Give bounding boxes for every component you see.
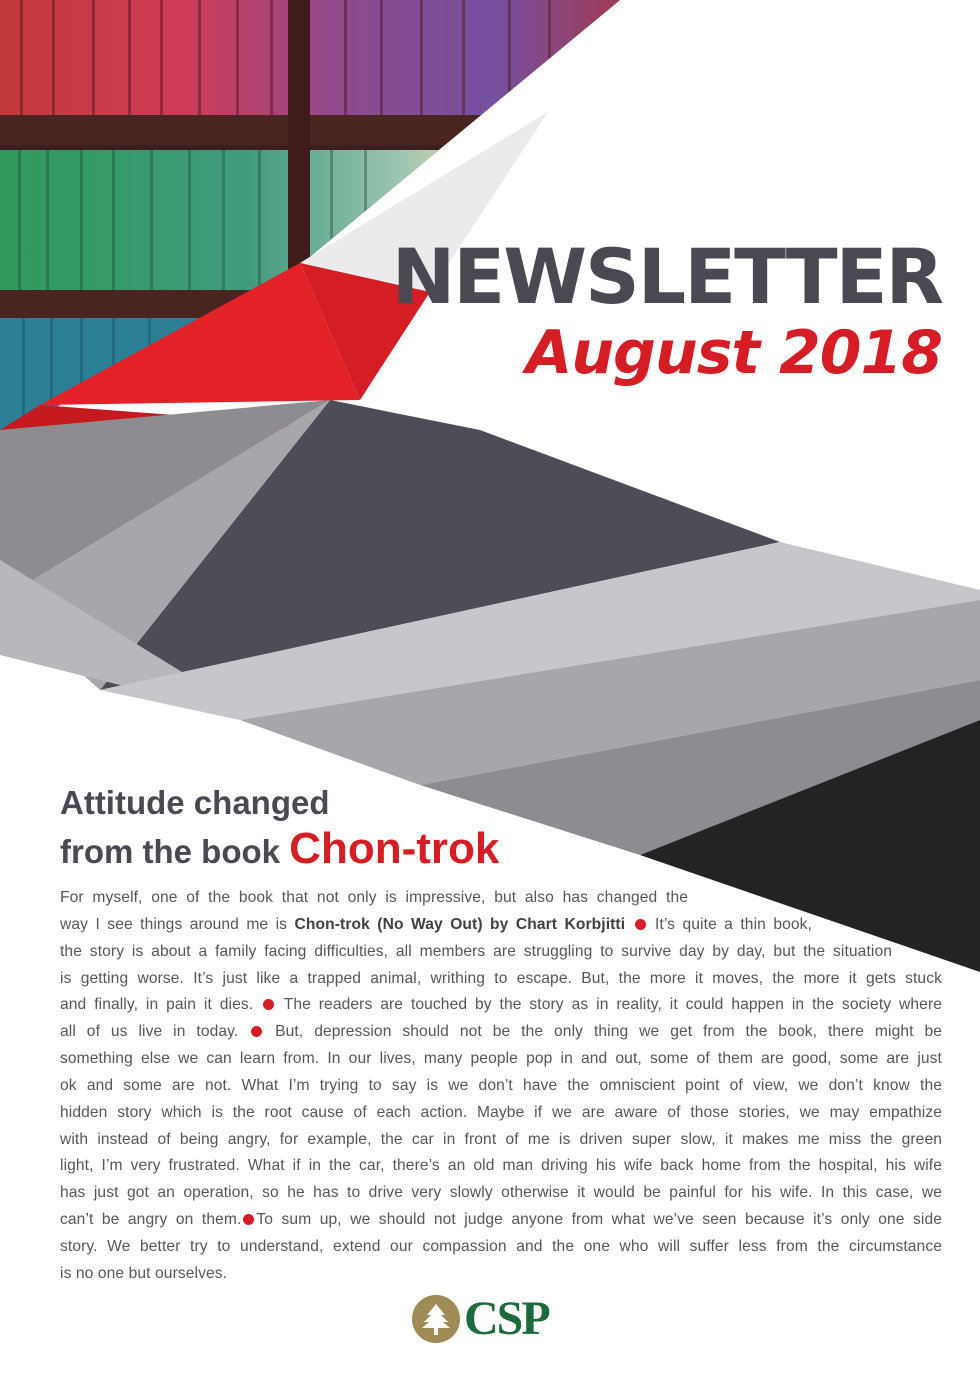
article-line: [60, 992, 942, 1019]
issue-date: August 2018: [525, 318, 942, 388]
article-line: story. We better try to understand, extend our compassion and the one who will suffer less from the circumstance: [60, 1237, 942, 1255]
logo-wordmark: CSP: [464, 1292, 549, 1345]
newsletter-title: NEWSLETTER: [391, 232, 942, 321]
article-line: light, I’m very frustrated. What if in the car, there’s an old man driving his wife back home from the hospital, his wife: [60, 1157, 942, 1175]
article-text: To sum up, we should not judge anyone from what we’ve seen because it’s only one side: [256, 1211, 942, 1229]
article-line: [60, 912, 812, 939]
article-line: hidden story which is the root cause of each action. Maybe if we are aware of those stories, we may empathize: [60, 1103, 942, 1121]
book-reference: Chon-trok (No Way Out) by Chart Korbjitti: [294, 915, 626, 933]
article-line: has just got an operation, so he has to drive very slowly otherwise it would be painful for his wife. In this case, we: [60, 1184, 942, 1202]
article-text: The readers are touched by the story as in reality, it could happen in the society where: [283, 996, 942, 1014]
article-text: can’t be angry on them.: [60, 1211, 242, 1229]
csp-logo: [412, 1292, 549, 1345]
article-line: with instead of being angry, for example, the car in front of me is driven super slow, it makes me miss the green: [60, 1130, 942, 1148]
heading-book-title: Chon-trok: [289, 824, 500, 873]
article-line: [60, 1019, 942, 1046]
heading-line-2: [60, 826, 499, 875]
heading-line-1: Attitude changed: [60, 784, 330, 821]
article-line: ok and some are not. What I’m trying to say is we don’t have the omniscient point of view, we don’t know the: [60, 1076, 942, 1094]
bullet-icon: [635, 919, 646, 930]
article-text: all of us live in today.: [60, 1023, 239, 1041]
bullet-icon: [251, 1026, 262, 1037]
article-line: For myself, one of the book that not only is impressive, but also has changed the: [60, 889, 688, 906]
article-text: way I see things around me is: [60, 915, 288, 933]
article-line: is no one but ourselves.: [60, 1264, 228, 1282]
article-text: It’s quite a thin book,: [655, 915, 812, 933]
article-text: But, depression should not be the only thing we get from the book, there might be: [275, 1023, 942, 1041]
article-line: the story is about a family facing difficulties, all members are struggling to survive day by day, but the situation: [60, 942, 892, 960]
article-body: [60, 885, 942, 1288]
tree-emblem-icon: [412, 1295, 460, 1343]
article-line: is getting worse. It’s just like a trapped animal, writhing to escape. But, the more it moves, the more it gets stuck: [60, 969, 942, 987]
heading-prefix: from the book: [60, 833, 280, 870]
article-line: [60, 1207, 942, 1234]
article-heading: [60, 780, 499, 875]
article-line: something else we can learn from. In our lives, many people pop in and out, some of them are good, some are just: [60, 1050, 942, 1068]
bullet-icon: [243, 1214, 254, 1225]
article-text: and finally, in pain it dies.: [60, 996, 254, 1014]
bullet-icon: [263, 999, 274, 1010]
